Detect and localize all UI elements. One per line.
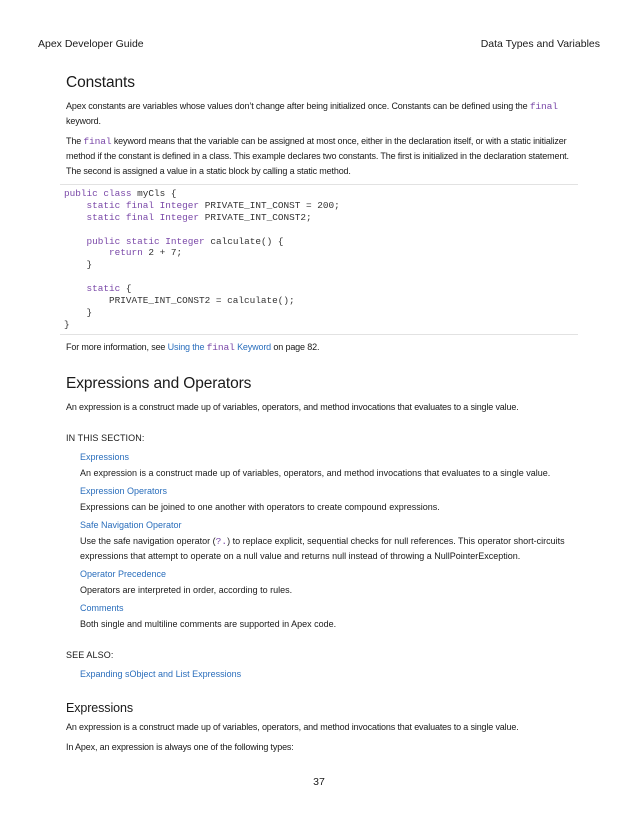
operator-precedence-description: Operators are interpreted in order, according to rules.: [80, 584, 293, 595]
expressions-link[interactable]: Expressions: [80, 451, 130, 462]
operator-precedence-link[interactable]: Operator Precedence: [80, 568, 167, 579]
code-line: public static Integer calculate() {: [86, 235, 284, 247]
more-information-line: For more information, see Using the final Keyword on page 82.: [66, 341, 320, 353]
code-sample: [60, 184, 578, 335]
constants-paragraph-1: Apex constants are variables whose values don’t change after being initialized once. Constants can be defined using the final keyword.: [66, 101, 558, 126]
code-line: }: [64, 259, 93, 271]
expressions-operators-intro: An expression is a construct made up of variables, operators, and method invocations that evaluates to a single value.: [66, 401, 519, 412]
expressions-paragraph-2: In Apex, an expression is always one of the following types:: [66, 741, 294, 752]
in-this-section-label: IN THIS SECTION:: [66, 432, 145, 443]
page-content: [66, 74, 576, 755]
expression-operators-description: Expressions can be joined to one another with operators to create compound expressions.: [80, 501, 440, 512]
safe-navigation-link[interactable]: Safe Navigation Operator: [80, 519, 182, 530]
code-line: }: [64, 318, 70, 330]
code-line: return 2 + 7;: [109, 247, 183, 259]
expressions-heading: Expressions: [66, 700, 133, 715]
code-line: PRIVATE_INT_CONST2 = calculate();: [64, 295, 295, 307]
code-line: [64, 271, 578, 283]
code-line: [64, 224, 578, 236]
using-final-keyword-link[interactable]: Using the final Keyword: [167, 341, 272, 353]
final-keyword: final: [83, 136, 112, 147]
section-items: [80, 450, 576, 632]
expressions-description: An expression is a construct made up of variables, operators, and method invocations that evaluates to a single value.: [80, 467, 551, 478]
code-line: static final Integer PRIVATE_INT_CONST = 200;: [86, 199, 340, 211]
code-line: public class myCls {: [64, 188, 177, 199]
page-number: 37: [313, 776, 325, 788]
running-header-left: Apex Developer Guide: [38, 38, 144, 50]
constants-paragraph-2: The final keyword means that the variable can be assigned at most once, either in the declaration itself, or with a static initializer method if the constant is defined in a class. This example declares two constants. The first is initialized in the declaration statement. The second is assigned a value in a static block by calling a static method.: [66, 136, 569, 176]
running-header-right: Data Types and Variables: [480, 38, 600, 50]
see-also-link[interactable]: Expanding sObject and List Expressions: [80, 668, 242, 679]
comments-description: Both single and multiline comments are supported in Apex code.: [80, 618, 337, 629]
code-line: }: [64, 306, 93, 318]
expressions-paragraph-1: An expression is a construct made up of variables, operators, and method invocations that evaluates to a single value.: [66, 721, 519, 732]
safe-nav-keyword: ?.: [215, 535, 228, 547]
code-line: static final Integer PRIVATE_INT_CONST2;: [86, 211, 312, 223]
safe-navigation-description: Use the safe navigation operator (?.) to replace explicit, sequential checks for null references. This operator short-circuits expressions that attempt to operate on a null value and returns null instead of throwing a NullPointerException.: [80, 535, 565, 561]
expressions-operators-heading: Expressions and Operators: [66, 374, 252, 392]
comments-link[interactable]: Comments: [80, 602, 124, 613]
see-also-label: SEE ALSO:: [66, 649, 114, 660]
final-keyword: final: [529, 101, 558, 112]
code-line: static {: [86, 283, 132, 295]
constants-heading: Constants: [66, 74, 135, 91]
expression-operators-link[interactable]: Expression Operators: [80, 485, 168, 496]
